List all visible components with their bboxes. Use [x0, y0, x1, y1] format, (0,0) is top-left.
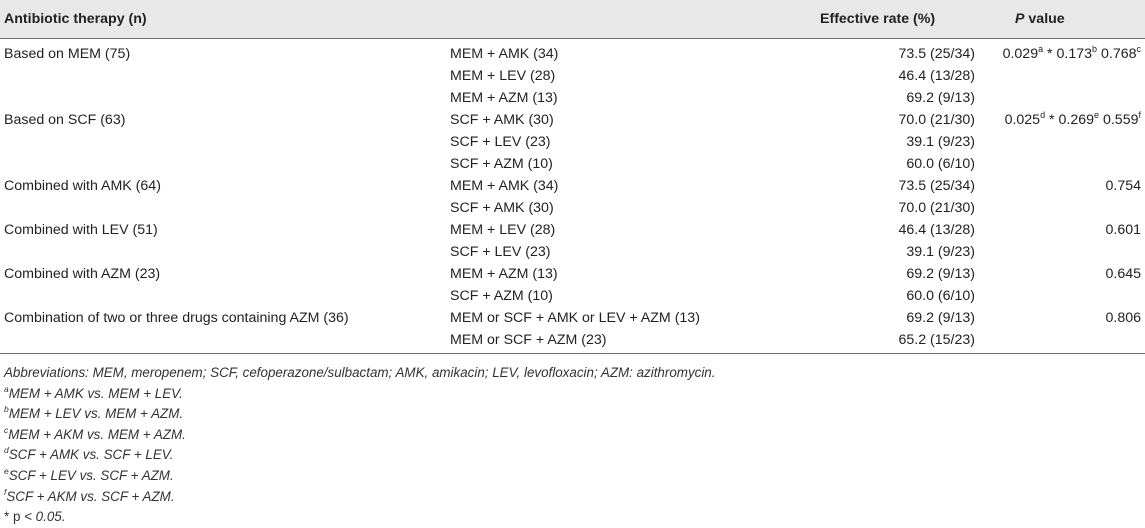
p-value-footnote-mark: b	[1092, 44, 1098, 54]
header-p-value	[975, 0, 1145, 39]
combination-cell: SCF + LEV (23)	[450, 244, 551, 260]
effective-rate-cell: 69.2 (9/13)	[906, 266, 975, 282]
combination-cell: SCF + AMK (30)	[450, 112, 554, 128]
header-row	[0, 0, 1145, 39]
table-row	[0, 219, 1145, 241]
effective-rate-cell: 46.4 (13/28)	[898, 222, 975, 238]
footnote-mark: a	[4, 383, 9, 394]
p-value: 0.806	[1105, 310, 1141, 326]
footnote-mark: e	[4, 465, 9, 476]
significance-p: p	[12, 509, 21, 525]
p-value-cell	[975, 131, 1145, 153]
p-value-cell	[975, 175, 1145, 197]
footnote-mark: b	[4, 404, 9, 415]
header-antibiotic-therapy: Antibiotic therapy (n)	[0, 0, 450, 39]
therapy-group-cell: Combined with LEV (51)	[4, 222, 158, 238]
footnote-line	[4, 487, 715, 508]
p-value-footnote-mark: e	[1094, 110, 1100, 120]
p-value-cell	[975, 87, 1145, 109]
p-value-cell	[975, 153, 1145, 175]
footnote-text: SCF + LEV vs. SCF + AZM.	[8, 467, 174, 483]
p-value-cell	[975, 241, 1145, 263]
therapy-group-cell	[0, 65, 450, 87]
therapy-group-cell	[0, 87, 450, 109]
p-value: 0.645	[1105, 266, 1141, 282]
p-value-cell	[975, 219, 1145, 241]
p-value-cell	[975, 263, 1145, 285]
footnote-line	[4, 384, 715, 405]
p-value: 0.029	[1002, 46, 1039, 62]
footnote-text: SCF + AMK vs. SCF + LEV.	[8, 447, 174, 463]
table-row	[0, 109, 1145, 131]
footnote-line	[4, 466, 715, 487]
p-value-cell	[975, 197, 1145, 219]
p-value-footnote-mark: f	[1138, 110, 1141, 120]
footnote-line	[4, 425, 715, 446]
footnote-mark: c	[4, 424, 9, 435]
therapy-group-cell	[0, 241, 450, 263]
effective-rate-cell: 65.2 (15/23)	[780, 329, 975, 354]
table-row	[0, 153, 1145, 175]
table-row	[0, 197, 1145, 219]
combination-cell: MEM + AMK (34)	[450, 178, 559, 194]
therapy-group-cell: Combined with AMK (64)	[4, 178, 161, 194]
effective-rate-cell: 70.0 (21/30)	[898, 112, 975, 128]
footnote-text: SCF + AKM vs. SCF + AZM.	[6, 488, 175, 504]
footnote-mark: f	[4, 486, 7, 497]
effective-rate-cell: 73.5 (25/34)	[898, 178, 975, 194]
therapy-group-cell: Combined with AZM (23)	[4, 266, 161, 282]
table-row	[0, 241, 1145, 263]
table-header	[0, 0, 1145, 39]
effective-rate-cell: 69.2 (9/13)	[906, 90, 975, 106]
therapy-group-cell	[0, 197, 450, 219]
footnote-line	[4, 404, 715, 425]
table-row	[0, 329, 1145, 354]
combination-cell: MEM + AZM (13)	[450, 266, 558, 282]
p-value-cell	[975, 307, 1145, 329]
header-p-italic: P	[1015, 11, 1025, 27]
header-effective-rate: Effective rate (%)	[780, 0, 975, 39]
p-value-cell	[975, 39, 1145, 66]
p-value: * 0.269	[1045, 112, 1095, 128]
effective-rate-cell: 39.1 (9/23)	[906, 134, 975, 150]
combination-cell: MEM + LEV (28)	[450, 68, 556, 84]
combination-cell: SCF + AZM (10)	[450, 288, 553, 304]
significance-threshold: < 0.05.	[20, 509, 66, 525]
effective-rate-cell: 69.2 (9/13)	[906, 310, 975, 326]
p-value-cell	[975, 285, 1145, 307]
p-value: 0.025	[1004, 112, 1041, 128]
combination-cell: SCF + AMK (30)	[450, 200, 554, 216]
therapy-group-cell	[0, 131, 450, 153]
table-body	[0, 39, 1145, 354]
table-row	[0, 285, 1145, 307]
p-value-footnote-mark: a	[1038, 44, 1044, 54]
abbreviations-note: Abbreviations: MEM, meropenem; SCF, cefoperazone/sulbactam; AMK, amikacin; LEV, levofloxacin; AZM: azithromycin.	[4, 365, 716, 380]
table-row	[0, 131, 1145, 153]
table-row	[0, 175, 1145, 197]
footnote-list	[4, 384, 715, 508]
therapy-group-cell: Based on SCF (63)	[4, 112, 126, 128]
table-footnotes	[4, 363, 715, 528]
therapy-group-cell	[0, 329, 450, 354]
significance-note	[4, 507, 715, 528]
combination-cell: MEM or SCF + AMK or LEV + AZM (13)	[450, 310, 700, 326]
p-value-cell	[975, 65, 1145, 87]
effective-rate-cell: 70.0 (21/30)	[898, 200, 975, 216]
therapy-group-cell: Based on MEM (75)	[4, 46, 131, 62]
footnote-text: MEM + AMK vs. MEM + LEV.	[8, 385, 183, 401]
footnote-text: MEM + AKM vs. MEM + AZM.	[8, 426, 186, 442]
p-value: * 0.173	[1043, 46, 1093, 62]
p-value-footnote-mark: d	[1040, 110, 1046, 120]
therapy-group-cell	[0, 285, 450, 307]
effective-rate-cell: 60.0 (6/10)	[906, 288, 975, 304]
p-value: 0.768	[1097, 46, 1137, 62]
p-value-cell	[975, 109, 1145, 131]
combination-cell: MEM + AMK (34)	[450, 46, 559, 62]
table-row	[0, 307, 1145, 329]
table-row	[0, 39, 1145, 66]
header-p-value-rest: value	[1024, 11, 1065, 27]
p-value: 0.601	[1105, 222, 1141, 238]
effective-rate-cell: 39.1 (9/23)	[906, 244, 975, 260]
p-value: 0.754	[1105, 178, 1141, 194]
p-value-footnote-mark: c	[1136, 44, 1141, 54]
combination-cell: SCF + AZM (10)	[450, 156, 553, 172]
therapy-group-cell: Combination of two or three drugs containing AZM (36)	[4, 310, 349, 326]
table-row	[0, 65, 1145, 87]
footnote-text: MEM + LEV vs. MEM + AZM.	[8, 406, 184, 422]
effective-rate-cell: 73.5 (25/34)	[898, 46, 975, 62]
combination-cell: MEM or SCF + AZM (23)	[450, 329, 780, 354]
table-row	[0, 87, 1145, 109]
significance-star: *	[4, 509, 13, 525]
combination-cell: MEM + LEV (28)	[450, 222, 556, 238]
p-value-cell	[975, 329, 1145, 354]
footnote-mark: d	[4, 445, 9, 456]
effective-rate-cell: 60.0 (6/10)	[906, 156, 975, 172]
therapy-group-cell	[0, 153, 450, 175]
table-row	[0, 263, 1145, 285]
effective-rate-cell: 46.4 (13/28)	[898, 68, 975, 84]
p-value: 0.559	[1099, 112, 1139, 128]
footnote-line	[4, 445, 715, 466]
combination-cell: MEM + AZM (13)	[450, 90, 558, 106]
header-combination	[450, 0, 780, 39]
combination-cell: SCF + LEV (23)	[450, 134, 551, 150]
